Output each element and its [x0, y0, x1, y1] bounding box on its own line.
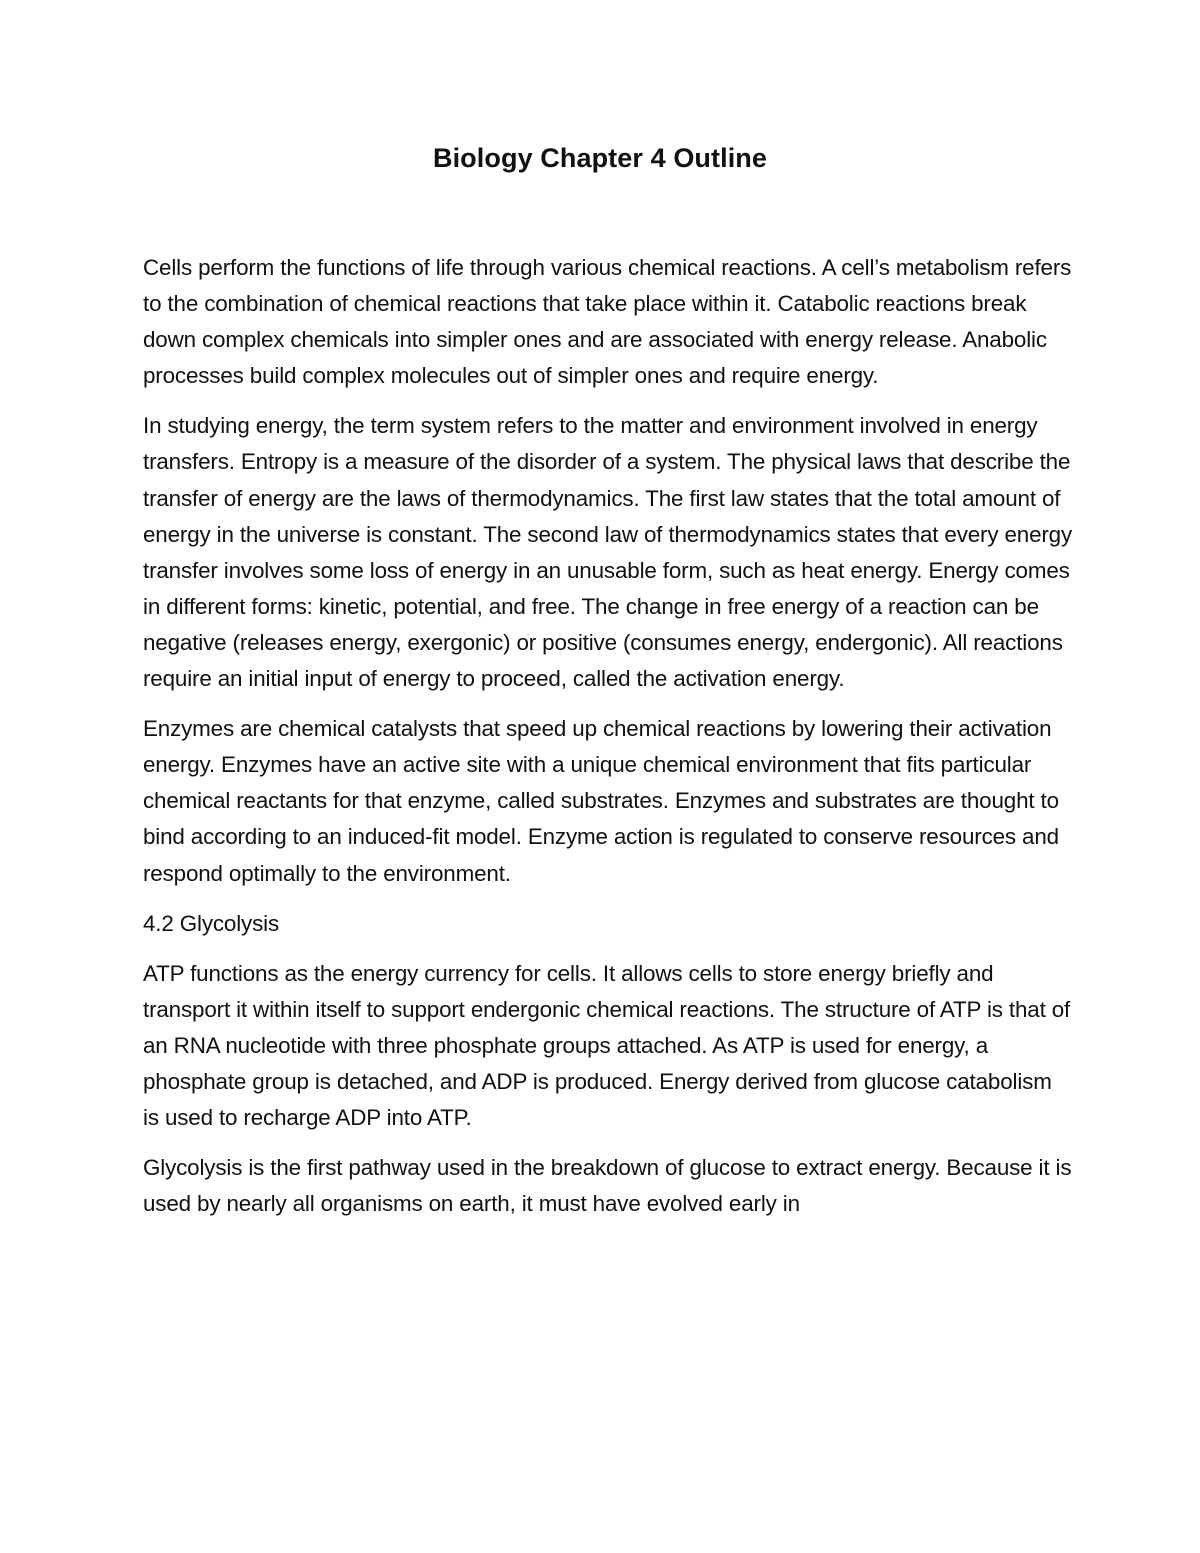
- document-body: [143, 250, 1073, 1236]
- paragraph-glycolysis: Glycolysis is the first pathway used in the breakdown of glucose to extract energy. Because it is used by nearly all organisms on earth, it must have evolved early in: [143, 1155, 1072, 1217]
- paragraph-atp: ATP functions as the energy currency for cells. It allows cells to store energy briefly and transport it within itself to support endergonic chemical reactions. The structure of ATP is that of an RNA nucleotide with three phosphate groups attached. As ATP is used for energy, a phosphate group is detached, and ADP is produced. Energy derived from glucose catabolism is used to recharge ADP into ATP.: [143, 960, 1071, 1131]
- section-heading: 4.2 Glycolysis: [143, 910, 280, 936]
- paragraph-energy: In studying energy, the term system refers to the matter and environment involved in energy transfers. Entropy is a measure of the disorder of a system. The physical laws that describe the transfer of energy are the laws of thermodynamics. The first law states that the total amount of energy in the universe is constant. The second law of thermodynamics states that every energy transfer involves some loss of energy in an unusable form, such as heat energy. Energy comes in different forms: kinetic, potential, and free. The change in free energy of a reaction can be negative (releases energy, exergonic) or positive (consumes energy, endergonic). All reactions require an initial input of energy to proceed, called the activation energy.: [143, 413, 1073, 692]
- page-title: Biology Chapter 4 Outline: [432, 143, 768, 173]
- paragraph-enzymes: Enzymes are chemical catalysts that speed up chemical reactions by lowering their activation energy. Enzymes have an active site with a unique chemical environment that fits particular chemical reactants for that enzyme, called substrates. Enzymes and substrates are thought to bind according to an induced-fit model. Enzyme action is regulated to conserve resources and respond optimally to the environment.: [143, 716, 1059, 886]
- paragraph-metabolism: Cells perform the functions of life through various chemical reactions. A cell’s metabolism refers to the combination of chemical reactions that take place within it. Catabolic reactions break down complex chemicals into simpler ones and are associated with energy release. Anabolic processes build complex molecules out of simpler ones and require energy.: [143, 255, 1072, 389]
